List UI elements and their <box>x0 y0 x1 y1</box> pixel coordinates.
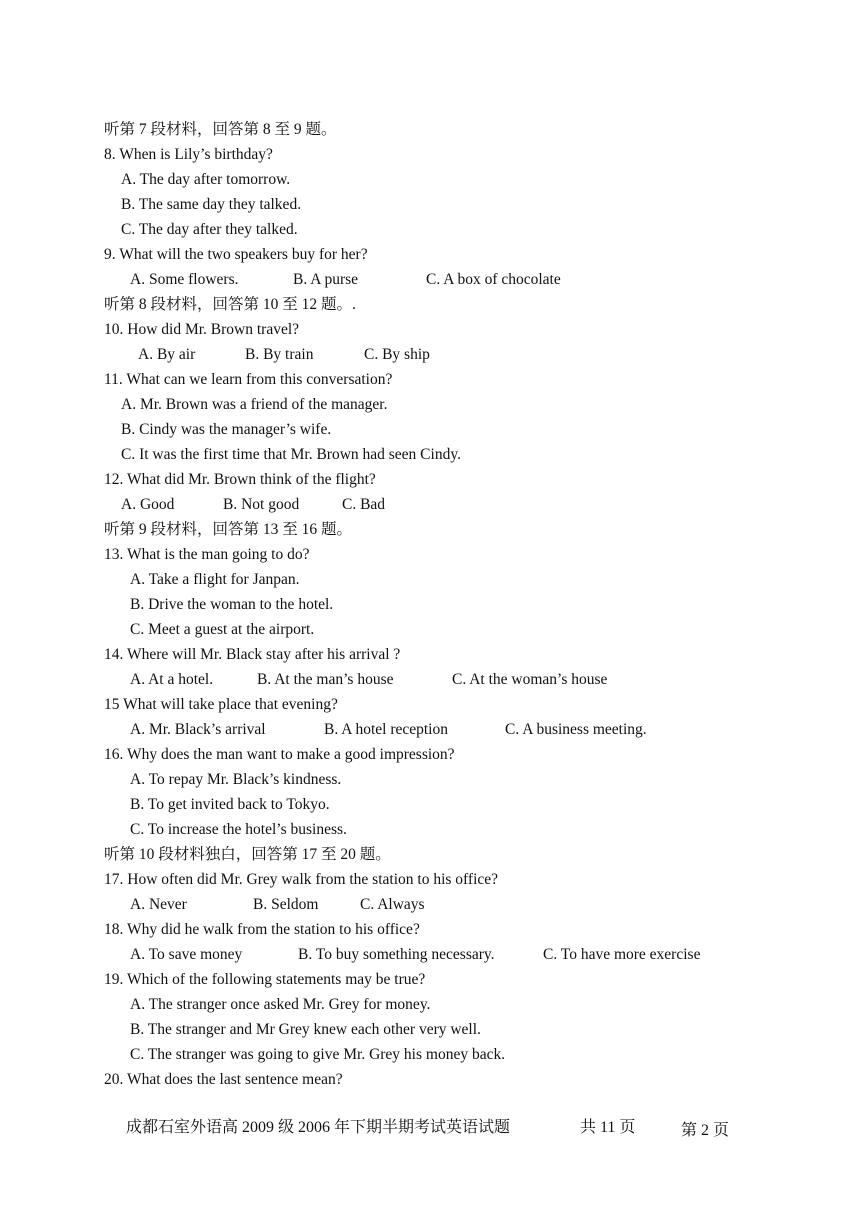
option-18b: B. To buy something necessary. <box>298 946 495 963</box>
option-16b: B. To get invited back to Tokyo. <box>130 796 330 813</box>
option-18a: A. To save money <box>130 946 243 963</box>
option-19b: B. The stranger and Mr Grey knew each other very well. <box>130 1021 481 1038</box>
option-10a: A. By air <box>138 346 196 363</box>
footer-page-number: 第 2 页 <box>681 1122 730 1139</box>
option-10b: B. By train <box>245 346 314 363</box>
option-16a: A. To repay Mr. Black’s kindness. <box>130 771 342 788</box>
option-8a: A. The day after tomorrow. <box>121 171 291 188</box>
option-13b: B. Drive the woman to the hotel. <box>130 596 334 613</box>
option-15a: A. Mr. Black’s arrival <box>130 721 266 738</box>
option-9c: C. A box of chocolate <box>426 271 561 288</box>
section-heading: 听第 10 段材料独白，回答第 17 至 20 题。 <box>104 846 391 863</box>
footer-total-pages: 共 11 页 <box>580 1119 636 1136</box>
option-19c: C. The stranger was going to give Mr. Grey his money back. <box>130 1046 506 1063</box>
footer-exam-title: 成都石室外语高 2009 级 2006 年下期半期考试英语试题 <box>126 1119 511 1136</box>
option-16c: C. To increase the hotel’s business. <box>130 821 347 838</box>
question-11: 11. What can we learn from this conversation? <box>104 371 393 388</box>
option-15b: B. A hotel reception <box>324 721 448 738</box>
question-15: 15 What will take place that evening? <box>104 696 338 713</box>
option-14c: C. At the woman’s house <box>452 671 608 688</box>
option-15c: C. A business meeting. <box>505 721 647 738</box>
question-8: 8. When is Lily’s birthday? <box>104 146 273 163</box>
option-17c: C. Always <box>360 896 425 913</box>
option-12a: A. Good <box>121 496 175 513</box>
section-heading: 听第 7 段材料，回答第 8 至 9 题。 <box>104 121 337 138</box>
section-heading: 听第 9 段材料，回答第 13 至 16 题。 <box>104 521 353 538</box>
question-20: 20. What does the last sentence mean? <box>104 1071 343 1088</box>
question-13: 13. What is the man going to do? <box>104 546 310 563</box>
option-11a: A. Mr. Brown was a friend of the manager. <box>121 396 388 413</box>
option-17a: A. Never <box>130 896 187 913</box>
question-10: 10. How did Mr. Brown travel? <box>104 321 300 338</box>
option-8c: C. The day after they talked. <box>121 221 298 238</box>
option-14b: B. At the man’s house <box>257 671 394 688</box>
question-18: 18. Why did he walk from the station to his office? <box>104 921 420 938</box>
question-9: 9. What will the two speakers buy for her? <box>104 246 368 263</box>
option-9a: A. Some flowers. <box>130 271 239 288</box>
option-19a: A. The stranger once asked Mr. Grey for money. <box>130 996 431 1013</box>
option-8b: B. The same day they talked. <box>121 196 302 213</box>
question-14: 14. Where will Mr. Black stay after his arrival ? <box>104 646 401 663</box>
option-13a: A. Take a flight for Janpan. <box>130 571 300 588</box>
section-heading: 听第 8 段材料，回答第 10 至 12 题。. <box>104 296 356 313</box>
option-9b: B. A purse <box>293 271 359 288</box>
option-17b: B. Seldom <box>253 896 319 913</box>
option-12c: C. Bad <box>342 496 386 513</box>
question-17: 17. How often did Mr. Grey walk from the station to his office? <box>104 871 499 888</box>
option-11c: C. It was the first time that Mr. Brown had seen Cindy. <box>121 446 461 463</box>
option-13c: C. Meet a guest at the airport. <box>130 621 315 638</box>
option-14a: A. At a hotel. <box>130 671 214 688</box>
option-10c: C. By ship <box>364 346 430 363</box>
question-16: 16. Why does the man want to make a good impression? <box>104 746 455 763</box>
option-11b: B. Cindy was the manager’s wife. <box>121 421 332 438</box>
question-12: 12. What did Mr. Brown think of the flight? <box>104 471 376 488</box>
option-12b: B. Not good <box>223 496 300 513</box>
option-18c: C. To have more exercise <box>543 946 701 963</box>
question-19: 19. Which of the following statements may be true? <box>104 971 426 988</box>
